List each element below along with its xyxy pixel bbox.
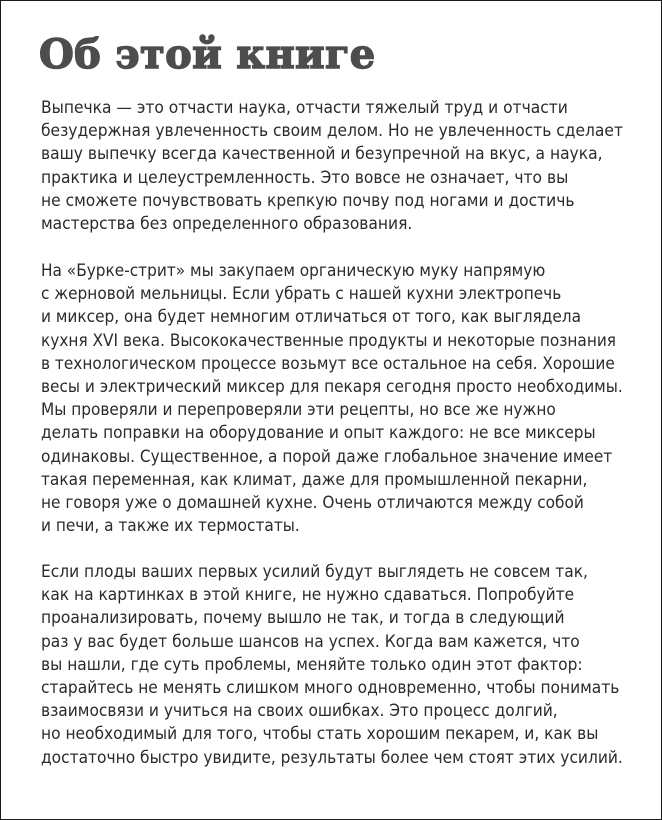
- text-line: вашу выпечку всегда качественной и безупречной на вкус, а наука,: [41, 144, 603, 164]
- text-line: безудержная увлеченность своим делом. Но не увлеченность сделает: [41, 121, 623, 141]
- text-line: старайтесь не менять слишком много одновременно, чтобы понимать: [41, 678, 620, 698]
- text-line: не говоря уже о домашней кухне. Очень отличаются между собой: [41, 493, 584, 513]
- text-line: как на картинках в этой книге, не нужно сдаваться. Попробуйте: [41, 585, 575, 605]
- text-line: такая переменная, как климат, даже для промышленной пекарни,: [41, 469, 588, 489]
- text-line: Выпечка — это отчасти наука, отчасти тяжелый труд и отчасти: [41, 98, 568, 117]
- text-line: На «Бурке-стрит» мы закупаем органическую муку напрямую: [41, 261, 546, 280]
- text-line: но необходимый для того, чтобы стать хорошим пекарем, и, как вы: [41, 724, 599, 744]
- text-line: проанализировать, почему вышло не так, и тогда в следующий: [41, 608, 565, 628]
- text-line: раз у вас будет больше шансов на успех. Когда вам кажется, что: [41, 631, 580, 651]
- text-line: в технологическом процессе возьмут все остальное на себя. Хорошие: [41, 353, 615, 373]
- text-line: весы и электрический миксер для пекаря сегодня просто необходимы.: [41, 377, 623, 397]
- text-line: не сможете почувствовать крепкую почву под ногами и достичь: [41, 190, 575, 210]
- paragraph-intro: [41, 96, 657, 235]
- paragraph-bourke-street: [41, 259, 662, 537]
- text-line: Если плоды ваших первых усилий будут выглядеть не совсем так,: [41, 562, 588, 581]
- text-line: мастерства без определенного образования.: [41, 214, 413, 234]
- text-line: и печи, а также их термостаты.: [41, 516, 300, 536]
- paragraph-first-attempts: [41, 560, 659, 769]
- text-line: взаимосвязи и учиться на своих ошибках. Это процесс долгий,: [41, 701, 558, 721]
- text-line: и миксер, она будет немногим отличаться от того, как выглядела: [41, 307, 582, 327]
- text-line: с жерновой мельницы. Если убрать с нашей кухни электропечь: [41, 284, 562, 304]
- page-title: Об этой книге: [39, 31, 376, 78]
- text-line: достаточно быстро увидите, результаты более чем стоят этих усилий.: [41, 747, 623, 767]
- text-line: одинаковы. Существенное, а порой даже глобальное значение имеет: [41, 446, 613, 466]
- text-line: делать поправки на оборудование и опыт каждого: не все миксеры: [41, 423, 596, 443]
- text-line: вы нашли, где суть проблемы, меняйте только один этот фактор:: [41, 654, 583, 674]
- text-line: практика и целеустремленность. Это вовсе не означает, что вы: [41, 167, 569, 187]
- text-line: Мы проверяли и перепроверяли эти рецепты, но все же нужно: [41, 400, 556, 420]
- text-line: кухня XVI века. Высококачественные продукты и некоторые познания: [41, 330, 617, 350]
